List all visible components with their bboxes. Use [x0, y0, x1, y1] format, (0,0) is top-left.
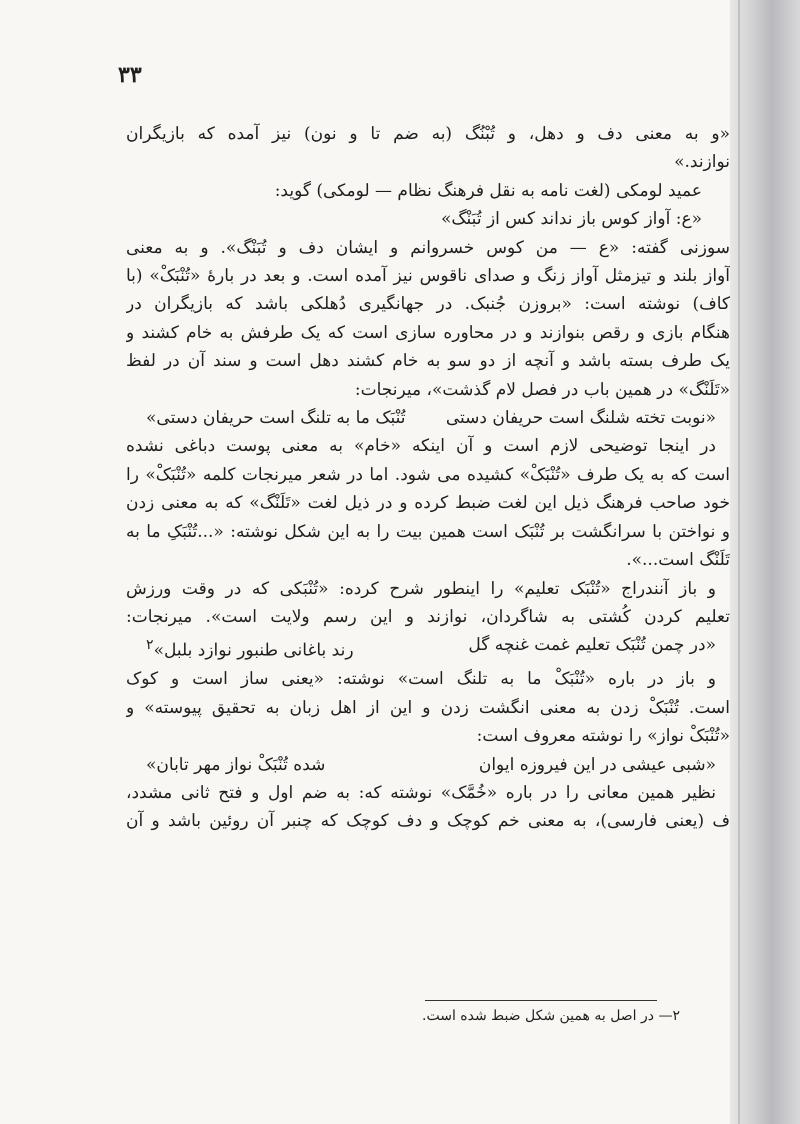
- body-text: [126, 120, 730, 836]
- book-page-edge: [730, 0, 800, 1124]
- verse: [126, 404, 730, 432]
- verse-hemistich: رند باغانی طنبور نوازد بلبل»: [153, 640, 354, 661]
- text-line: «تَلَنْگ» در همین باب در فصل لام گذشت»، میرنجات:: [354, 379, 730, 400]
- text-line: نظیر همین معانی را در باره «خُمَّک» نوشته که: به ضم اول و فتح ثانی مشدد،: [126, 783, 716, 803]
- footnote-divider: [425, 1000, 657, 1001]
- text-line: تعلیم کردن کُشتی به شاگردان، نوازند و این رسم ولایت است». میرنجات:: [126, 606, 730, 627]
- verse-hemistich: «در چمن تُنْبَک تعلیم غمت غنچه گل: [468, 635, 716, 656]
- verse: [126, 631, 730, 665]
- text-line: نوازند.»: [674, 152, 730, 173]
- verse-hemistich-with-note: [146, 631, 354, 665]
- text-line: است که به یک طرف «تُنْبَکْ» کشیده می شود. اما در شعر میرنجات کلمه «تُنْبَکْ» را: [126, 464, 730, 485]
- text-line: و باز آنندراج «تُنْبَک تعلیم» را اینطور شرح کرده: «تُنْبَکی که در وقت ورزش: [126, 578, 716, 599]
- footnote: ۲— در اصل به همین شکل ضبط شده است.: [422, 1008, 680, 1024]
- text-line: خود صاحب فرهنگ ذیل این لغت ضبط کرده و در ذیل لغت «تَلَنْگ» که به معنی زدن: [126, 493, 730, 514]
- verse-hemistich: تُنْبَک ما به تلنگ است حریفان دستی»: [146, 408, 406, 429]
- text-line: ف (یعنی فارسی)، به معنی خم کوچک و دف کوچک که چنبر آن روئین باشد و آن: [126, 811, 730, 832]
- text-line: و باز در باره «تُنْبَکْ ما به تلنگ است» نوشته: «یعنی ساز است و کوک: [126, 669, 716, 690]
- text-line: هنگام بازی و رقص بنوازند و در محاوره سازی است که یک طرفش به خام کشند و: [126, 322, 730, 343]
- text-line: یک طرف بسته باشد و آنچه از دو سو به خام کشند دهل است و سند آن در لفظ: [126, 351, 730, 372]
- text-line: «ع: آواز کوس باز نداند کس از تُبَنْگ»: [440, 209, 702, 230]
- text-line: تَلَنْگ است...».: [626, 550, 730, 571]
- text-line: عمید لومکی (لغت نامه به نقل فرهنگ نظام — لومکی) گوید:: [274, 180, 702, 201]
- text-line: سوزنی گفته: «ع — من کوس خسروانم و ایشان دف و تُبَنْگ». و به معنی: [126, 237, 730, 258]
- text-line: «و به معنی دف و دهل، و تُبْنُگ (به ضم تا و نون) نیز آمده که بازیگران: [126, 124, 730, 144]
- text-line: آواز بلند و تیزمثل آواز زنگ و صدای ناقوس نیز آمده است. و بعد در بارهٔ «تُنْبَکْ» (با: [126, 266, 730, 287]
- text-line: و نواختن با سرانگشت بر تُنْبَک است همین بیت را به این شکل نوشته: «...تُنْبَکِ ما به: [126, 521, 730, 542]
- text-line: در اینجا توضیحی لازم است و آن اینکه «خام» به معنی پوست دباغی نشده: [126, 436, 716, 457]
- page-number: ۳۳: [118, 62, 142, 88]
- verse-hemistich: «نوبت تخته شلنگ است حریفان دستی: [445, 408, 716, 429]
- text-line: است. تُنْبَکْ زدن به معنی انگشت زدن و این از اهل زبان به تحقیق پیوسته» و: [126, 697, 730, 718]
- text-line: «تُنْبَکْ نواز» را نوشته معروف است:: [476, 726, 730, 747]
- text-line: کاف) نوشته است: «بروزن جُنبک. در جهانگیری دُهلکی باشد که بازیگران در: [126, 294, 730, 315]
- verse: [126, 751, 730, 779]
- footnote-marker: ۲: [146, 637, 154, 654]
- verse-hemistich: شده تُنْبَکْ نواز مهر تابان»: [146, 754, 326, 775]
- verse-hemistich: «شبی عیشی در این فیروزه ایوان: [478, 754, 716, 775]
